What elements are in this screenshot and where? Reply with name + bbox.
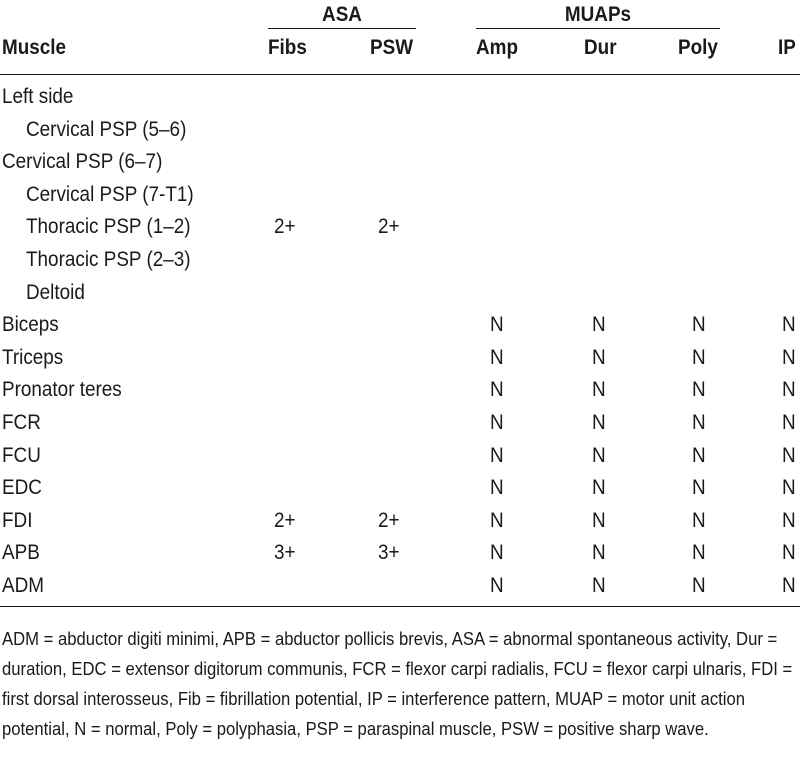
cell-muscle: FCU — [2, 443, 41, 467]
cell-muscle: Thoracic PSP (2–3) — [26, 248, 191, 271]
group-rule-asa — [268, 28, 416, 29]
cell-ip: N — [782, 476, 796, 500]
table-row — [0, 81, 800, 113]
cell-psw: 3+ — [378, 541, 400, 565]
cell-ip: N — [782, 574, 796, 597]
cell-amp: N — [490, 411, 504, 434]
column-header-psw: PSW — [370, 36, 414, 59]
table-row — [0, 407, 800, 439]
cell-fibs: 2+ — [274, 508, 296, 532]
cell-dur: N — [592, 378, 606, 402]
cell-muscle: FDI — [2, 508, 33, 532]
cell-fibs: 3+ — [274, 541, 296, 565]
cell-dur: N — [592, 476, 606, 500]
cell-muscle: Left side — [2, 85, 74, 108]
table-row — [0, 309, 800, 341]
table-row — [0, 570, 800, 602]
cell-ip: N — [782, 411, 796, 434]
cell-poly: N — [692, 574, 706, 597]
cell-dur: N — [592, 313, 606, 337]
cell-amp: N — [490, 541, 504, 565]
column-header-ip: IP — [778, 36, 796, 59]
cell-muscle: Deltoid — [26, 280, 85, 304]
footer-rule — [0, 606, 800, 607]
cell-amp: N — [490, 313, 504, 337]
cell-poly: N — [692, 313, 706, 337]
cell-ip: N — [782, 378, 796, 402]
cell-psw: 2+ — [378, 508, 400, 532]
cell-ip: N — [782, 313, 796, 337]
column-header-poly: Poly — [678, 36, 718, 59]
cell-muscle: Cervical PSP (7-T1) — [26, 182, 194, 206]
cell-dur: N — [592, 443, 606, 467]
cell-amp: N — [490, 508, 504, 532]
column-header-fibs: Fibs — [268, 36, 307, 59]
table-row — [0, 342, 800, 374]
cell-poly: N — [692, 508, 706, 532]
cell-muscle: Biceps — [2, 313, 59, 337]
cell-dur: N — [592, 411, 606, 434]
group-header-asa: ASA — [322, 3, 362, 26]
table-row — [0, 179, 800, 211]
cell-amp: N — [490, 476, 504, 500]
cell-muscle: Cervical PSP (5–6) — [26, 117, 187, 141]
table-row — [0, 244, 800, 276]
cell-ip: N — [782, 345, 796, 369]
cell-amp: N — [490, 378, 504, 402]
cell-dur: N — [592, 508, 606, 532]
column-header-amp: Amp — [476, 36, 519, 59]
cell-muscle: ADM — [2, 574, 45, 597]
cell-muscle: Pronator teres — [2, 378, 122, 402]
cell-muscle: FCR — [2, 411, 41, 434]
cell-amp: N — [490, 443, 504, 467]
group-header-muaps: MUAPs — [564, 3, 632, 26]
cell-fibs: 2+ — [274, 215, 296, 239]
cell-poly: N — [692, 443, 706, 467]
cell-poly: N — [692, 345, 706, 369]
header-rule — [0, 74, 800, 75]
cell-muscle: Thoracic PSP (1–2) — [26, 215, 191, 239]
cell-psw: 2+ — [378, 215, 400, 239]
column-header-muscle: Muscle — [2, 36, 67, 59]
table-row — [0, 440, 800, 472]
table-row — [0, 114, 800, 146]
cell-amp: N — [490, 345, 504, 369]
table-row — [0, 146, 800, 178]
cell-muscle: Triceps — [2, 345, 64, 369]
table-row — [0, 505, 800, 537]
table-row — [0, 472, 800, 504]
table-row — [0, 277, 800, 309]
cell-ip: N — [782, 541, 796, 565]
cell-dur: N — [592, 574, 606, 597]
cell-poly: N — [692, 541, 706, 565]
cell-muscle: APB — [2, 541, 40, 565]
cell-muscle: EDC — [2, 476, 42, 500]
table-row — [0, 211, 800, 243]
cell-amp: N — [490, 574, 504, 597]
cell-ip: N — [782, 508, 796, 532]
cell-muscle: Cervical PSP (6–7) — [2, 150, 163, 174]
table-row — [0, 374, 800, 406]
cell-poly: N — [692, 411, 706, 434]
cell-dur: N — [592, 345, 606, 369]
table-row — [0, 537, 800, 569]
cell-dur: N — [592, 541, 606, 565]
cell-ip: N — [782, 443, 796, 467]
column-header-dur: Dur — [584, 36, 617, 59]
cell-poly: N — [692, 476, 706, 500]
table-footnote: ADM = abductor digiti minimi, APB = abductor pollicis brevis, ASA = abnormal spontaneous activity, Dur = duration, EDC = extensor digitorum communis, FCR = flexor carpi radialis, FCU = flexor carpi ulnaris, FDI = first dorsal interosseus, Fib = fibrillation potential, IP = interference pattern, MUAP = motor unit action potential, N = normal, Poly = polyphasia, PSP = paraspinal muscle, PSW = positive sharp wave. — [2, 628, 793, 739]
cell-poly: N — [692, 378, 706, 402]
group-rule-muaps — [476, 28, 720, 29]
